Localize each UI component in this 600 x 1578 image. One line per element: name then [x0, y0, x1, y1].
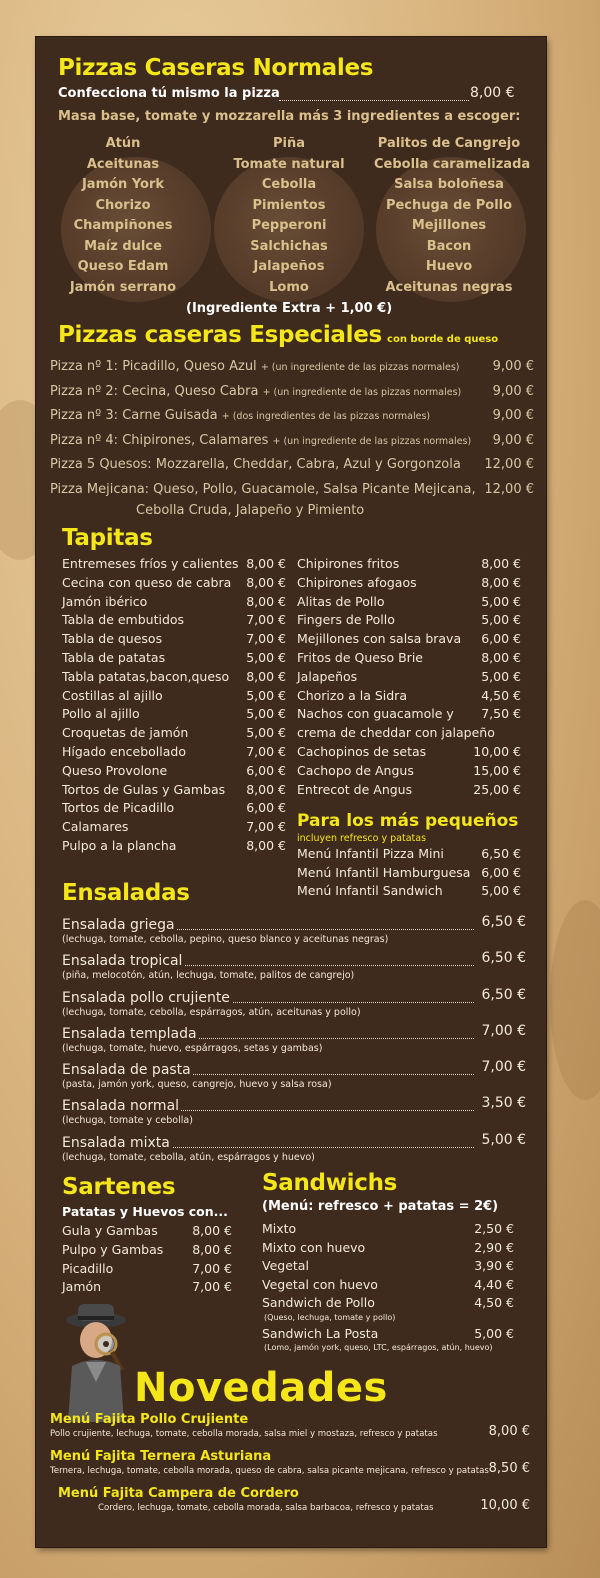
ensalada-item: [62, 1095, 526, 1131]
tapita-item-label: Chipirones afogaos: [297, 574, 417, 590]
sarten-item-label: Picadillo: [62, 1260, 114, 1276]
tapita-item-label: Tortos de Picadillo: [62, 800, 175, 816]
especial-name: Pizza nº 4: Chipirones, Calamares: [50, 432, 269, 448]
ensalada-name: Ensalada griega: [62, 917, 175, 933]
tapita-item-price: 5,00 €: [481, 612, 521, 628]
tapita-item-label: Alitas de Pollo: [297, 593, 385, 609]
novedad-name: Menú Fajita Ternera Asturiana: [50, 1449, 272, 1464]
ingredient-item: Chorizo: [95, 197, 151, 213]
tapita-item-label: Jamón ibérico: [62, 593, 148, 609]
tapita-item-label: Mejillones con salsa brava: [297, 631, 462, 647]
ingredient-item: Aceitunas: [86, 156, 160, 172]
sarten-item: [62, 1278, 232, 1297]
tapita-item-label: Cecina con queso de cabra: [62, 574, 232, 590]
ensalada-name: Ensalada normal: [62, 1098, 180, 1115]
tapita-item-price: 5,00 €: [246, 687, 286, 703]
novedad-desc: Pollo crujiente, lechuga, tomate, cebolla morada, salsa miel y mostaza, refresco y patatas: [50, 1429, 438, 1439]
section-title-pizzas-especiales: Pizzas caseras Especiales: [58, 322, 382, 348]
novedad-item: [50, 1486, 530, 1523]
tapita-item-price: 8,00 €: [246, 668, 286, 684]
ensalada-price: 6,50 €: [481, 950, 526, 967]
ingredient-item: Aceitunas negras: [385, 279, 513, 295]
ensalada-desc: (lechuga, tomate, cebolla, atún, espárragos y huevo): [62, 1151, 315, 1163]
especial-price: 12,00 €: [484, 481, 534, 497]
tapita-item: [62, 574, 286, 593]
tapita-item-label: Pulpo a la plancha: [62, 837, 177, 853]
especial-price: 9,00 €: [492, 383, 534, 399]
sandwich-desc: (Lomo, jamón york, queso, LTC, espárragos, atún, huevo): [264, 1343, 493, 1352]
tapita-item-label: Tabla de patatas: [62, 649, 166, 665]
tapita-item-price: 6,00 €: [246, 762, 286, 778]
tapita-item: [62, 762, 286, 781]
ensalada-item: [62, 1059, 526, 1095]
novedad-item: [50, 1449, 530, 1486]
sartenes-subtitle: Patatas y Huevos con...: [62, 1204, 228, 1219]
ensalada-desc: (lechuga, tomate, cebolla, espárragos, atún, aceitunas y pollo): [62, 1006, 361, 1018]
tapita-item-price: 7,50 €: [481, 706, 521, 722]
ingredient-item: Queso Edam: [77, 259, 169, 274]
ensalada-price: 6,50 €: [481, 986, 526, 1003]
tapita-item: [62, 649, 286, 668]
sandwich-item: [262, 1257, 514, 1276]
sandwich-name: Mixto con huevo: [262, 1239, 366, 1255]
tapita-item-label: Chipirones fritos: [297, 556, 400, 571]
ensalada-price: 7,00 €: [481, 1059, 526, 1076]
ensalada-desc: (lechuga, tomate, huevo, espárragos, setas y gambas): [62, 1042, 323, 1054]
ingredient-column-1: [48, 134, 198, 298]
peques-list: [297, 845, 521, 901]
confecciona-label: Confecciona tú mismo la pizza: [58, 86, 280, 101]
tapita-item: [297, 630, 521, 649]
tapita-item: [62, 611, 286, 630]
menu-board: [36, 37, 546, 1547]
sarten-item-price: 7,00 €: [192, 1260, 232, 1276]
tapita-item-price: 8,00 €: [246, 593, 286, 609]
tapita-item-price: 5,00 €: [246, 725, 286, 741]
tapita-item: [297, 611, 521, 630]
tapita-item-label: Entrecot de Angus: [297, 781, 413, 797]
ingredient-item: Cebolla: [261, 177, 317, 192]
tapita-item-price: 8,00 €: [481, 649, 521, 665]
tapita-item-label: Cachopinos de setas: [297, 743, 427, 759]
tapita-item-label: Nachos con guacamole y: [297, 706, 454, 722]
tapita-item: [62, 555, 286, 574]
sandwich-desc: (Queso, lechuga, tomate y pollo): [264, 1312, 396, 1322]
tapita-item-label: Queso Provolone: [62, 762, 168, 778]
especiales-list: [50, 355, 534, 502]
sandwichs-list: [262, 1220, 514, 1355]
especial-name: Pizza nº 3: Carne Guisada: [50, 408, 218, 423]
tapita-item-label: Fingers de Pollo: [297, 612, 395, 628]
sandwich-item: [262, 1294, 514, 1323]
tapita-item-price: 15,00 €: [473, 762, 521, 778]
ensalada-item: [62, 987, 526, 1023]
peques-item: [297, 845, 521, 864]
ingredient-column-3: [374, 134, 531, 298]
tapita-item: [62, 818, 286, 837]
sarten-item-label: Gula y Gambas: [62, 1223, 158, 1238]
tapita-item: [297, 593, 521, 612]
sarten-item: [62, 1241, 232, 1260]
tapita-item: [62, 705, 286, 724]
ingredient-item: Jalapeños: [253, 259, 325, 274]
novedad-price: 10,00 €: [480, 1498, 530, 1513]
tapita-item: [297, 781, 521, 800]
section-title-tapitas: Tapitas: [62, 525, 153, 551]
especial-note: + (un ingrediente de las pizzas normales): [262, 386, 462, 398]
tapita-item-price: 8,00 €: [246, 781, 286, 797]
section-title-sartenes: Sartenes: [62, 1174, 176, 1200]
sartenes-list: [62, 1222, 232, 1297]
tapita-item-label: Calamares: [62, 819, 129, 835]
ingredient-item: Salsa boloñesa: [394, 177, 504, 192]
ingredient-item: Atún: [105, 136, 141, 151]
tapita-item-label: Tabla de embutidos: [62, 612, 185, 628]
ingredient-item: Salchichas: [250, 238, 328, 254]
especial-name: Pizza nº 1: Picadillo, Queso Azul: [50, 359, 257, 374]
tapita-item: [297, 649, 521, 668]
tapita-item-price: 8,00 €: [246, 574, 286, 590]
tapita-item-label: Croquetas de jamón: [62, 725, 189, 741]
ensalada-desc: (lechuga, tomate, cebolla, pepino, queso blanco y aceitunas negras): [62, 934, 389, 945]
sandwich-name: Vegetal: [262, 1258, 309, 1273]
tapita-item-price: 5,00 €: [246, 706, 286, 722]
tapita-item-label: Cachopo de Angus: [297, 762, 414, 778]
ensalada-desc: (lechuga, tomate y cebolla): [62, 1115, 193, 1127]
peques-item-price: 6,50 €: [481, 846, 521, 861]
sandwich-item: [262, 1239, 514, 1258]
ensalada-price: 5,00 €: [481, 1131, 526, 1148]
confecciona-price: 8,00 €: [470, 85, 515, 101]
tapita-item-label: Tabla patatas,bacon,queso: [62, 668, 230, 684]
tapitas-right-list: [297, 555, 521, 799]
tapita-item-price: 7,00 €: [246, 819, 286, 835]
base-description: Masa base, tomate y mozzarella más 3 ingredientes a escoger:: [58, 109, 521, 124]
ensalada-item: [62, 914, 526, 950]
especial-note: + (un ingrediente de las pizzas normales): [260, 362, 460, 373]
tapita-item-price: 6,00 €: [481, 631, 521, 647]
tapita-item-price: 5,00 €: [481, 668, 521, 684]
tapita-item-label: Jalapeños: [297, 668, 358, 684]
peques-item: [297, 882, 521, 901]
especial-note: + (dos ingredientes de las pizzas normales): [221, 411, 431, 422]
tapita-item-label: Costillas al ajillo: [62, 687, 163, 703]
mejicana-line-2: Cebolla Cruda, Jalapeño y Pimiento: [136, 503, 365, 518]
ingredient-item: Huevo: [425, 259, 473, 274]
peques-item-label: Menú Infantil Pizza Mini: [297, 846, 444, 861]
peques-item-label: Menú Infantil Hamburguesa: [297, 864, 471, 880]
section-title-novedades: Novedades: [134, 1365, 388, 1411]
sandwich-name: Sandwich de Pollo: [262, 1295, 375, 1310]
tapita-item-price: 7,00 €: [246, 743, 286, 759]
ensalada-desc: (piña, melocotón, atún, lechuga, tomate, palitos de cangrejo): [62, 970, 355, 982]
tapita-item: [297, 574, 521, 593]
tapita-item: [62, 743, 286, 762]
ensaladas-list: [62, 914, 526, 1168]
tapita-item: [62, 593, 286, 612]
ingredient-item: Cebolla caramelizada: [374, 156, 531, 172]
ensalada-item: [62, 950, 526, 986]
novedad-item: [50, 1412, 530, 1449]
sandwich-price: 2,50 €: [474, 1221, 514, 1236]
especial-row: [50, 478, 534, 503]
ingredient-item: Bacon: [426, 238, 472, 254]
dotted-leader: [279, 100, 469, 101]
sandwich-price: 5,00 €: [474, 1325, 514, 1341]
sandwich-price: 4,50 €: [474, 1295, 514, 1310]
sarten-item: [62, 1222, 232, 1241]
especial-price: 12,00 €: [484, 457, 534, 472]
sarten-item-price: 8,00 €: [192, 1223, 232, 1238]
sarten-item: [62, 1260, 232, 1279]
sandwich-item: [262, 1325, 514, 1354]
tapita-item-label: Chorizo a la Sidra: [297, 687, 407, 703]
ensalada-desc: (pasta, jamón york, queso, cangrejo, huevo y salsa rosa): [62, 1079, 332, 1091]
ingredient-item: Pimientos: [252, 197, 326, 213]
tapitas-left-list: [62, 555, 286, 856]
tapita-item: [297, 555, 521, 574]
peques-item: [297, 864, 521, 883]
sandwich-price: 2,90 €: [474, 1239, 514, 1255]
tapita-item-label: Fritos de Queso Brie: [297, 649, 423, 665]
tapita-item-label: crema de cheddar con jalapeño: [297, 725, 495, 741]
especial-name: Pizza Mejicana: Queso, Pollo, Guacamole, Salsa Picante Mejicana,: [50, 481, 476, 497]
ensalada-price: 3,50 €: [481, 1095, 526, 1112]
tapita-item: [62, 799, 286, 818]
novedad-desc: Ternera, lechuga, tomate, cebolla morada, queso de cabra, salsa picante mejicana, refresco y patatas: [50, 1466, 489, 1476]
ensalada-name: Ensalada pollo crujiente: [62, 989, 230, 1006]
detective-illustration: [56, 1302, 136, 1422]
ingredient-item: Jamón York: [81, 177, 165, 192]
ensalada-item: [62, 1023, 526, 1059]
sandwich-price: 3,90 €: [474, 1258, 514, 1273]
tapita-item-price: 8,00 €: [246, 556, 286, 571]
section-title-sandwichs: Sandwichs: [262, 1170, 398, 1196]
tapita-item: [62, 724, 286, 743]
novedad-desc: Cordero, lechuga, tomate, cebolla morada, salsa barbacoa, refresco y patatas: [98, 1503, 434, 1513]
ingredient-item: Champiñones: [73, 218, 173, 233]
especiales-header: [58, 322, 498, 348]
tapita-item-label: Entremeses fríos y calientes: [62, 556, 239, 571]
tapita-item-price: 5,00 €: [481, 593, 521, 609]
tapita-item-label: Tortos de Gulas y Gambas: [62, 781, 226, 797]
tapita-item: [62, 687, 286, 706]
tapita-item-price: 10,00 €: [473, 743, 521, 759]
especial-price: 9,00 €: [492, 359, 534, 374]
ingredient-column-2: [214, 134, 364, 298]
especial-name: Pizza 5 Quesos: Mozzarella, Cheddar, Cabra, Azul y Gorgonzola: [50, 457, 461, 472]
tapita-item-label: Hígado encebollado: [62, 743, 186, 759]
tapita-item-price: 8,00 €: [481, 556, 521, 571]
sandwich-item: [262, 1220, 514, 1239]
sandwich-item: [262, 1276, 514, 1295]
especial-row: [50, 429, 534, 454]
ingredient-item: Palitos de Cangrejo: [377, 136, 521, 151]
sandwich-name: Mixto: [262, 1221, 297, 1236]
tapita-item: [297, 724, 521, 743]
peques-item-price: 6,00 €: [481, 864, 521, 880]
ingredient-item: Pepperoni: [251, 218, 327, 233]
tapita-item-price: 7,00 €: [246, 612, 286, 628]
sarten-item-price: 7,00 €: [192, 1279, 232, 1295]
sarten-item-label: Pulpo y Gambas: [62, 1241, 164, 1257]
tapita-item-price: 25,00 €: [473, 781, 521, 797]
extra-ingredient-note: (Ingrediente Extra + 1,00 €): [186, 301, 393, 316]
ingredient-item: Maíz dulce: [84, 238, 162, 254]
tapita-item: [297, 762, 521, 781]
peques-item-label: Menú Infantil Sandwich: [297, 883, 443, 898]
section-title-peques: Para los más pequeños: [297, 811, 519, 831]
tapita-item: [62, 630, 286, 649]
especiales-subtitle: con borde de queso: [387, 334, 499, 345]
novedades-list: [50, 1412, 530, 1523]
sarten-item-price: 8,00 €: [192, 1241, 232, 1257]
ingredient-item: Pechuga de Pollo: [385, 197, 513, 213]
sandwichs-subtitle: (Menú: refresco + patatas = 2€): [262, 1199, 499, 1214]
tapita-item: [297, 687, 521, 706]
ensalada-price: 6,50 €: [481, 914, 526, 930]
section-title-ensaladas: Ensaladas: [62, 880, 190, 906]
parchment-stain: [550, 900, 600, 1100]
especial-note: + (un ingrediente de las pizzas normales): [272, 435, 472, 447]
ingredient-item: Mejillones: [411, 218, 487, 233]
tapita-item-price: 8,00 €: [481, 574, 521, 590]
sarten-item-label: Jamón: [62, 1279, 102, 1295]
ensalada-item: [62, 1132, 526, 1168]
especial-price: 9,00 €: [492, 408, 534, 423]
sandwich-name: Vegetal con huevo: [262, 1276, 378, 1292]
tapita-item: [297, 743, 521, 762]
ingredient-item: Tomate natural: [233, 156, 345, 172]
ingredient-item: Jamón serrano: [69, 279, 177, 295]
peques-subtitle: incluyen refresco y patatas: [297, 833, 427, 844]
novedad-price: 8,50 €: [488, 1461, 530, 1476]
ensalada-name: Ensalada templada: [62, 1025, 197, 1042]
tapita-item: [62, 668, 286, 687]
section-title-pizzas-normales: Pizzas Caseras Normales: [58, 55, 374, 81]
ensalada-name: Ensalada tropical: [62, 953, 183, 970]
sandwich-price: 4,40 €: [474, 1276, 514, 1292]
peques-item-price: 5,00 €: [481, 883, 521, 898]
especial-row: [50, 355, 534, 380]
tapita-item-price: 7,00 €: [246, 631, 286, 647]
tapita-item-price: 8,00 €: [246, 837, 286, 853]
ensalada-name: Ensalada mixta: [62, 1134, 170, 1151]
especial-row: [50, 380, 534, 405]
novedad-name: Menú Fajita Pollo Crujiente: [50, 1412, 249, 1427]
especial-row: [50, 404, 534, 429]
ensalada-name: Ensalada de pasta: [62, 1062, 191, 1079]
tapita-item-price: 4,50 €: [481, 687, 521, 703]
tapita-item-price: 6,00 €: [246, 800, 286, 816]
tapita-item: [297, 705, 521, 724]
tapita-item: [62, 781, 286, 800]
ingredient-item: Piña: [272, 136, 305, 151]
tapita-item-price: 5,00 €: [246, 649, 286, 665]
especial-row: [50, 453, 534, 478]
tapita-item: [297, 668, 521, 687]
especial-price: 9,00 €: [492, 432, 534, 448]
ensalada-price: 7,00 €: [481, 1022, 526, 1039]
tapita-item-label: Tabla de quesos: [62, 631, 163, 647]
tapita-item: [62, 837, 286, 856]
especial-name: Pizza nº 2: Cecina, Queso Cabra: [50, 383, 259, 399]
novedad-name: Menú Fajita Campera de Cordero: [58, 1486, 299, 1501]
ingredient-item: Lomo: [269, 279, 309, 295]
tapita-item-label: Pollo al ajillo: [62, 706, 140, 722]
sandwich-name: Sandwich La Posta: [262, 1325, 379, 1341]
novedad-price: 8,00 €: [488, 1424, 530, 1439]
